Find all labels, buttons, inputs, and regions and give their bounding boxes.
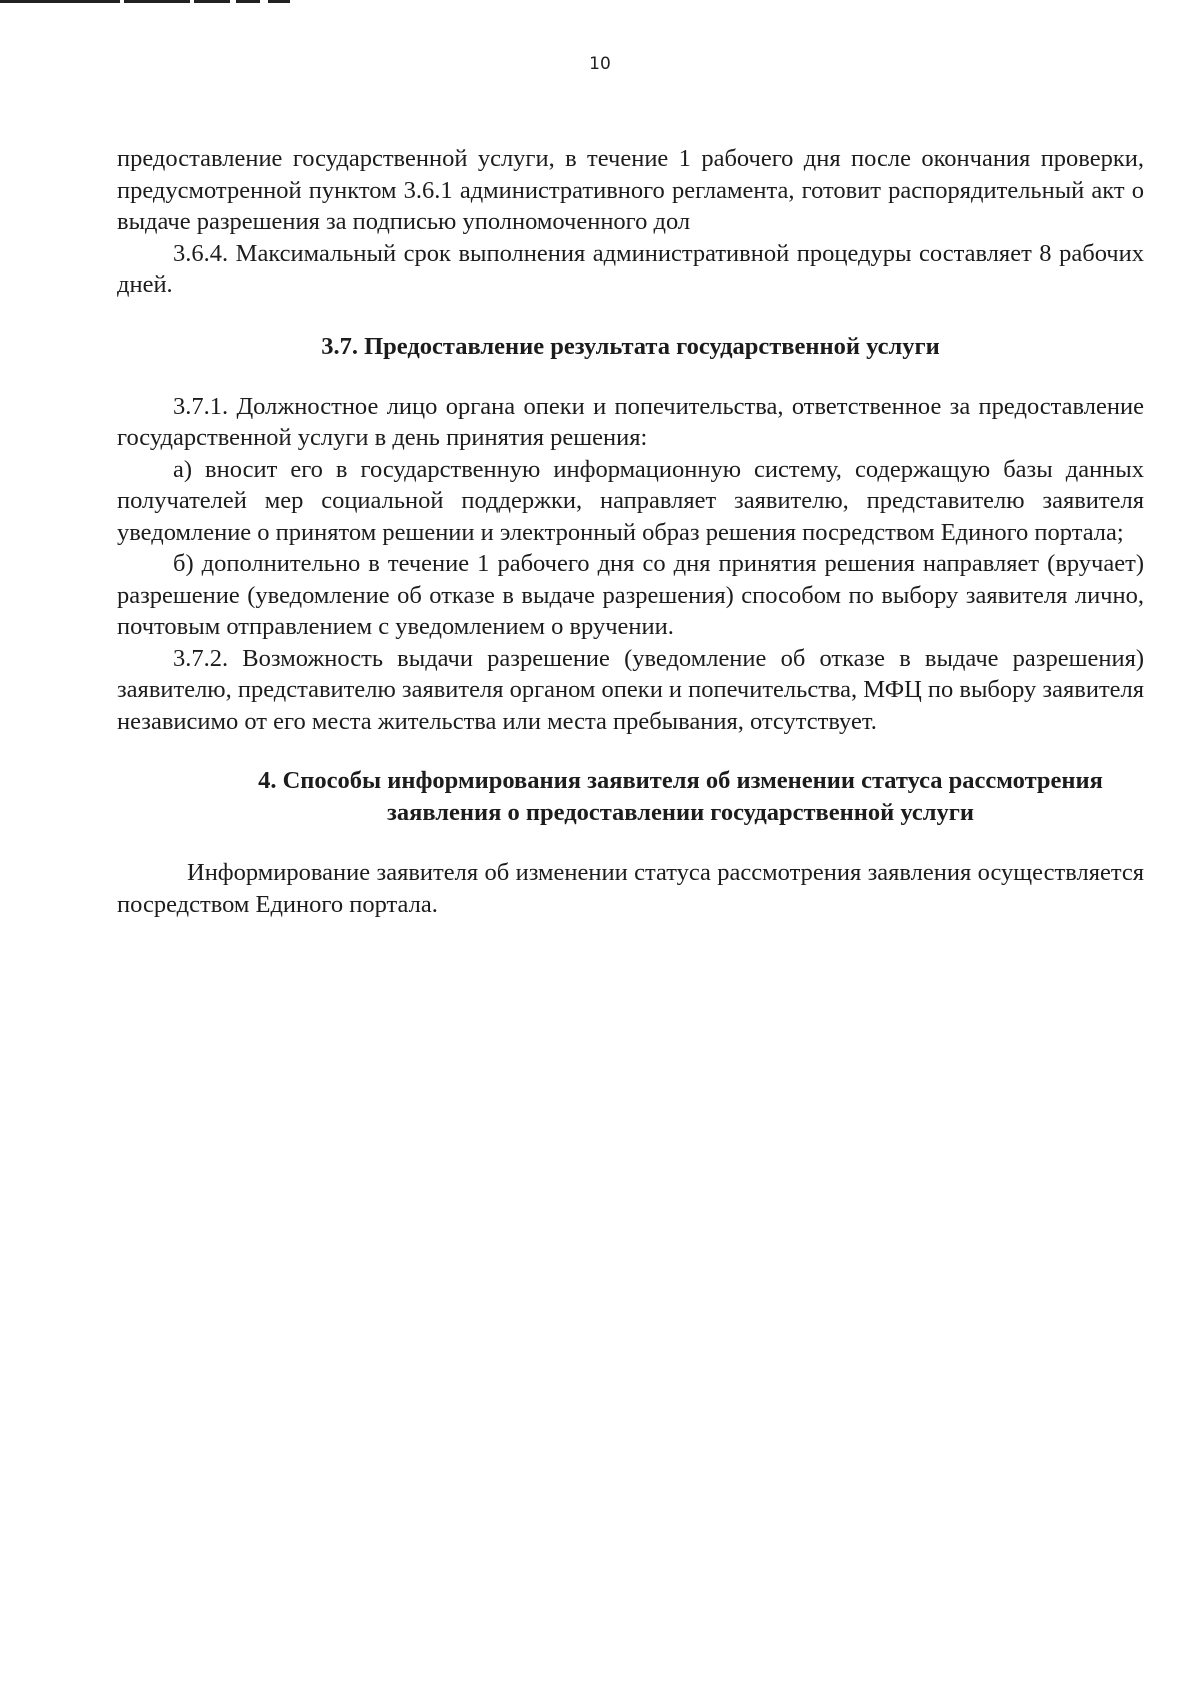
top-scan-rule (0, 0, 290, 3)
paragraph-3-7-1-a: а) вносит его в государственную информационную систему, содержащую базы данных получателей мер социальной поддержки, направляет заявителю, представителю заявителя уведомление о принятом решении и электронный образ решения посредством Единого портала; (117, 455, 1144, 546)
document-body (117, 143, 1144, 920)
paragraph-3-6-4: 3.6.4. Максимальный срок выполнения административной процедуры составляет 8 рабочих дней. (117, 239, 1144, 298)
paragraph-continuation: предоставление государственной услуги, в течение 1 рабочего дня после окончания проверки, предусмотренной пунктом 3.6.1 административного регламента, готовит распорядительный акт о выдаче разрешения за подписью уполномоченного дол (117, 145, 1144, 235)
paragraph-3-7-1-b: б) дополнительно в течение 1 рабочего дня со дня принятия решения направляет (вручает) разрешение (уведомление об отказе в выдаче разрешения) способом по выбору заявителя лично, почтовым отправлением с уведомлением о вручении. (117, 550, 1144, 640)
section-heading-3-7: 3.7. Предоставление результата государственной услуги (321, 332, 940, 360)
page-number: 10 (589, 54, 611, 74)
section-heading-4: 4. Способы информирования заявителя об изменении статуса рассмотрения заявления о предоставлении государственной услуги (258, 767, 1103, 826)
paragraph-3-7-1: 3.7.1. Должностное лицо органа опеки и попечительства, ответственное за предоставление государственной услуги в день принятия решения: (117, 392, 1144, 451)
paragraph-3-7-2: 3.7.2. Возможность выдачи разрешение (уведомление об отказе в выдаче разрешения) заявителю, представителю заявителя органом опеки и попечительства, МФЦ по выбору заявителя независимо от его места жительства или места пребывания, отсутствует. (117, 644, 1145, 735)
paragraph-4: Информирование заявителя об изменении статуса рассмотрения заявления осуществляется посредством Единого портала. (117, 859, 1144, 918)
